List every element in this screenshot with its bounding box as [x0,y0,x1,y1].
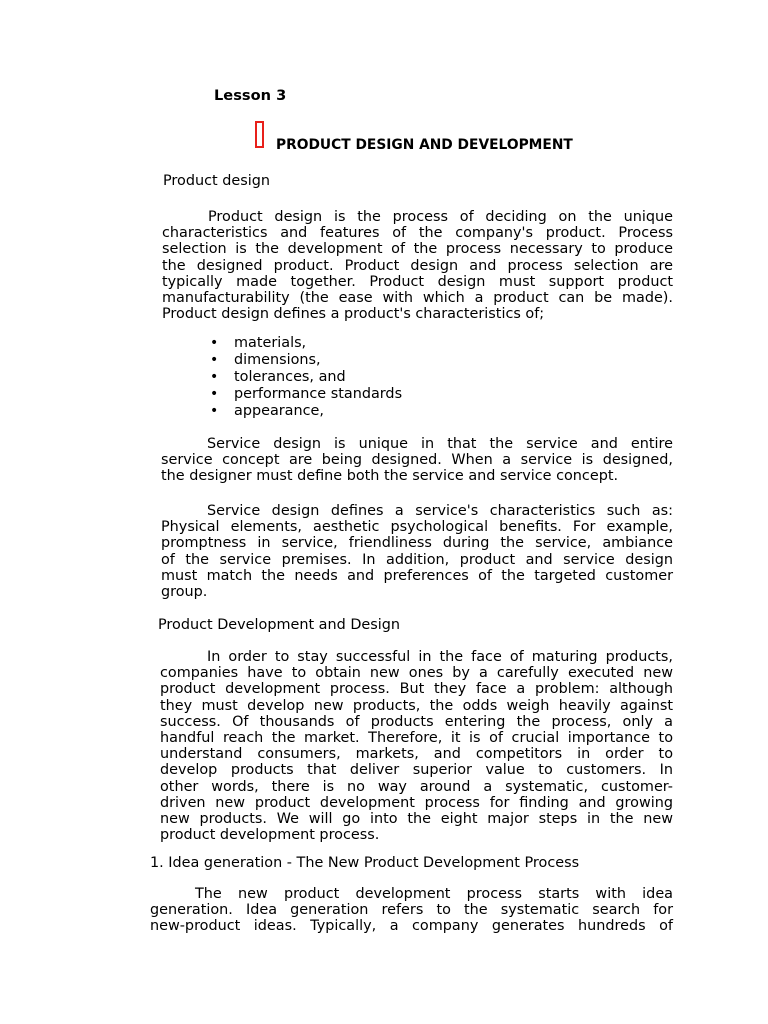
paragraph-service-design [161,436,673,485]
bullet-icon: • [210,386,219,402]
paragraph-line: driven new product development process for finding and growing [160,794,673,811]
paragraph-line: Product design defines a product's characteristics of; [162,306,545,323]
paragraph-line: new products. We will go into the eight major steps in the new [160,810,673,827]
list-item-text: tolerances, and [234,369,346,385]
paragraph-line: understand consumers, markets, and competitors in order to [160,746,673,763]
paragraph-line: success. Of thousands of products entering the process, only a [160,713,673,730]
paragraph-line: manufacturability (the ease with which a product can be made). [162,289,673,306]
paragraph-line: Physical elements, aesthetic psychological benefits. For example, [161,519,673,536]
paragraph-line: generation. Idea generation refers to the systematic search for [150,902,673,919]
list-item-text: appearance, [234,403,324,419]
paragraph-line: product development process. [160,827,380,844]
list-item [209,352,402,369]
list-item [209,369,402,386]
paragraph-line: develop products that deliver superior value to customers. In [160,762,673,779]
paragraph-service-characteristics [161,503,673,600]
page-title: PRODUCT DESIGN AND DEVELOPMENT [276,137,573,153]
bullet-icon: • [210,352,219,368]
list-item-text: materials, [234,335,307,351]
bullet-icon: • [210,403,219,419]
list-item-text: performance standards [234,386,403,402]
paragraph-line: new-product ideas. Typically, a company generates hundreds of [150,918,673,935]
paragraph-product-design [162,209,673,322]
paragraph-line: product development process. But they face a problem: although [160,681,673,698]
paragraph-idea-generation [150,886,673,935]
characteristics-list [209,335,402,420]
list-item [209,335,402,352]
paragraph-line: promptness in service, friendliness during the service, ambiance [161,535,673,552]
bullet-icon: • [210,369,219,385]
paragraph-line: group. [161,583,208,600]
heading-idea-generation: 1. Idea generation - The New Product Development Process [150,855,580,871]
paragraph-line: Service design is unique in that the service and entire [207,436,673,452]
heading-product-design: Product design [163,173,270,189]
list-item [209,386,402,403]
paragraph-line: other words, there is no way around a systematic, customer- [160,778,673,795]
paragraph-line: handful reach the market. Therefore, it is of crucial importance to [160,729,673,746]
list-item [209,403,402,420]
paragraph-line: of the service premises. In addition, product and service design [161,551,673,568]
paragraph-line: selection is the development of the process necessary to produce [162,241,673,258]
paragraph-line: the designer must define both the service and service concept. [161,468,619,485]
list-item-text: dimensions, [234,352,321,368]
heading-product-development: Product Development and Design [158,617,400,633]
paragraph-line: companies have to obtain new ones by a carefully executed new [160,665,673,682]
paragraph-product-development [160,649,673,843]
bullet-icon: • [210,335,219,351]
paragraph-line: Service design defines a service's characteristics such as: [207,503,673,519]
paragraph-line: must match the needs and preferences of the targeted customer [161,567,673,584]
paragraph-line: In order to stay successful in the face of maturing products, [207,649,673,665]
paragraph-line: Product design is the process of deciding on the unique [208,209,673,225]
paragraph-line: they must develop new products, the odds weigh heavily against [160,697,673,714]
paragraph-line: characteristics and features of the company's product. Process [162,225,673,242]
paragraph-line: the designed product. Product design and process selection are [162,257,673,274]
paragraph-line: The new product development process starts with idea [195,886,673,902]
paragraph-line: typically made together. Product design must support product [162,273,673,290]
placeholder-glyph-icon [255,121,264,148]
lesson-label: Lesson 3 [214,87,287,104]
paragraph-line: service concept are being designed. When a service is designed, [161,452,673,469]
